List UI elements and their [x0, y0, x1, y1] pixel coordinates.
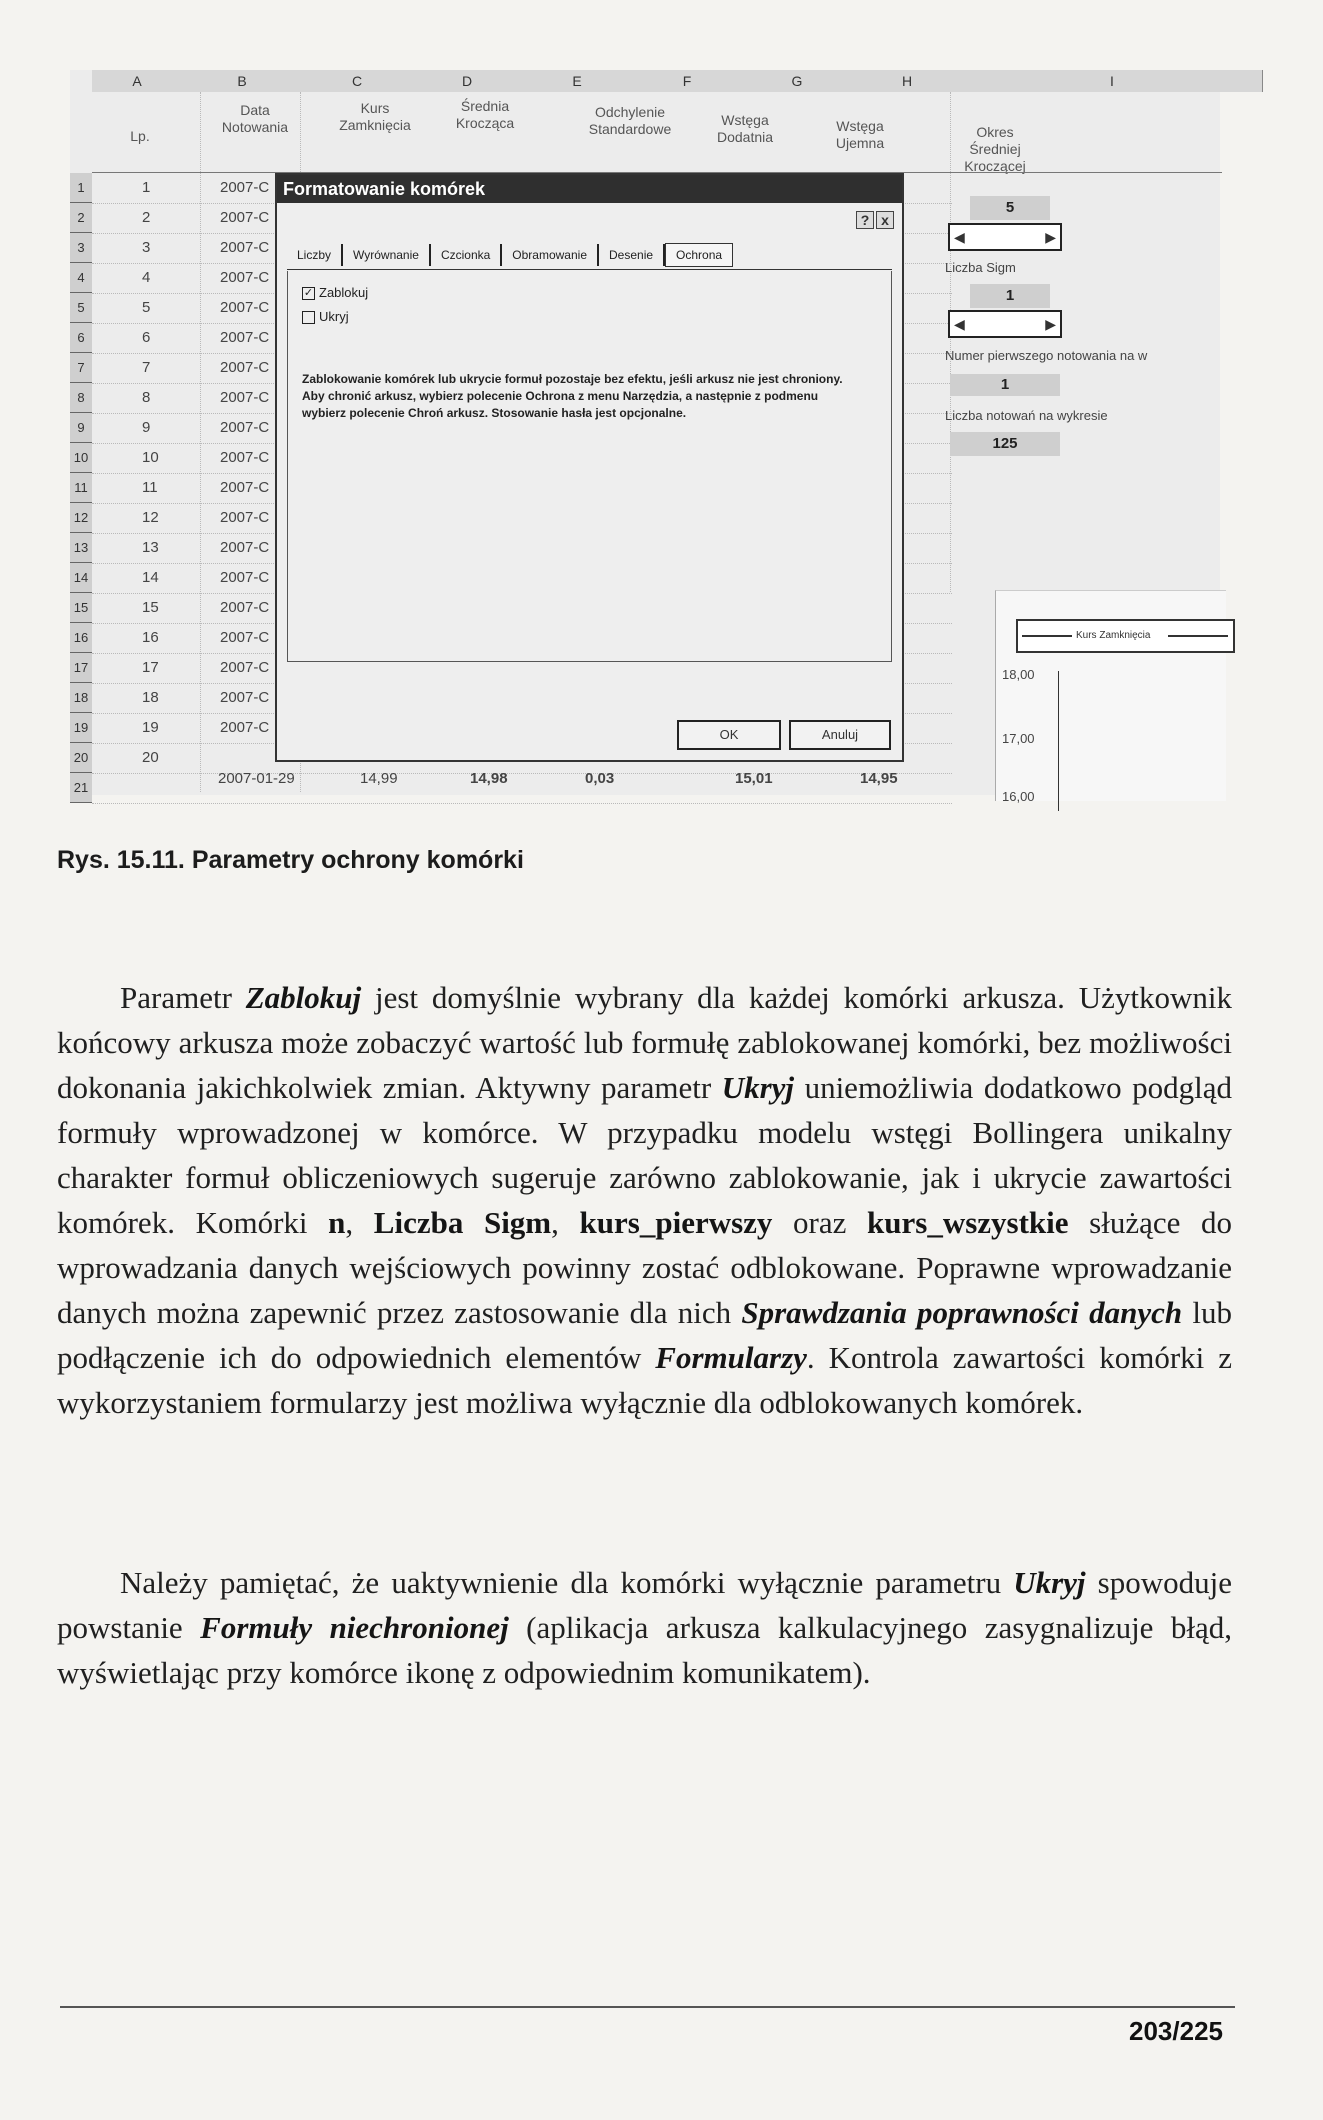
ochrona-panel: [287, 271, 892, 662]
row-header[interactable]: 15: [70, 593, 92, 623]
date-cell[interactable]: 2007-C: [220, 509, 270, 526]
date-cell[interactable]: 2007-C: [220, 479, 270, 496]
paragraph-2: Należy pamiętać, że uaktywnienie dla komórki wyłącznie parametru Ukryj spowoduje powstanie Formuły niechronionej (aplikacja arkusza kalkulacyjnego zasygnalizuje błąd, wyświetlając przy komórce ikonę z odpowiednim komunikatem).: [57, 1565, 1233, 1690]
lp-cell[interactable]: 5: [142, 299, 151, 316]
lp-cell[interactable]: 16: [142, 629, 159, 646]
last-row-kurs[interactable]: 14,99: [360, 770, 398, 787]
dialog-tabs: [287, 243, 892, 270]
checkbox-checked-icon[interactable]: ✓: [303, 287, 314, 300]
column-header-g[interactable]: G: [742, 70, 853, 92]
okres-scrollbar[interactable]: [948, 223, 1062, 251]
legend-line: [1022, 635, 1072, 637]
ukryj-label: Ukryj: [319, 309, 349, 324]
row-header[interactable]: 20: [70, 743, 92, 773]
column-header-a[interactable]: A: [92, 70, 183, 92]
lp-cell[interactable]: 20: [142, 749, 159, 766]
lp-cell[interactable]: 11: [142, 479, 158, 496]
date-cell[interactable]: 2007-C: [220, 269, 270, 286]
tab-ochrona[interactable]: Ochrona: [665, 243, 733, 267]
zablokuj-label: Zablokuj: [319, 285, 369, 300]
row-header[interactable]: 12: [70, 503, 92, 533]
last-row-date[interactable]: 2007-01-29: [218, 770, 295, 787]
date-cell[interactable]: 2007-C: [220, 539, 270, 556]
date-cell[interactable]: 2007-C: [220, 569, 270, 586]
header-srednia: Średnia Krocząca: [455, 98, 515, 131]
liczba-notowan-value[interactable]: 125: [950, 432, 1060, 456]
column-header-h[interactable]: H: [852, 70, 963, 92]
row-header[interactable]: 17: [70, 653, 92, 683]
lp-cell[interactable]: 6: [142, 329, 151, 346]
lp-cell[interactable]: 9: [142, 419, 151, 436]
col-divider: [950, 92, 951, 592]
row-header[interactable]: 8: [70, 383, 92, 413]
zablokuj-checkbox[interactable]: [302, 285, 368, 300]
lp-cell[interactable]: 14: [142, 569, 159, 586]
row-header[interactable]: 5: [70, 293, 92, 323]
close-button[interactable]: x: [876, 211, 894, 229]
liczba-sigm-label: Liczba Sigm: [945, 260, 1016, 275]
last-row-odchylenie[interactable]: 0,03: [585, 770, 615, 787]
header-wstega-dodatnia: Wstęga Dodatnia: [716, 112, 774, 145]
row-header[interactable]: 3: [70, 233, 92, 263]
legend-label: Kurs Zamknięcia: [1076, 630, 1151, 641]
row-header[interactable]: 18: [70, 683, 92, 713]
row-header[interactable]: 19: [70, 713, 92, 743]
term-n: n: [328, 1205, 346, 1240]
row-header[interactable]: 6: [70, 323, 92, 353]
scroll-left-icon[interactable]: ◀: [954, 229, 965, 245]
tab-desenie[interactable]: Desenie: [599, 244, 665, 266]
date-cell[interactable]: 2007-C: [220, 689, 270, 706]
lp-cell[interactable]: 15: [142, 599, 159, 616]
row-gridline: [92, 803, 952, 804]
scroll-left-icon[interactable]: ◀: [954, 316, 965, 332]
tab-obramowanie[interactable]: Obramowanie: [502, 244, 599, 266]
term-kurs-wszystkie: kurs_wszystkie: [867, 1205, 1069, 1240]
date-cell[interactable]: 2007-C: [220, 329, 270, 346]
column-header-e[interactable]: E: [522, 70, 633, 92]
last-row-wstega-ujemna[interactable]: 14,95: [860, 770, 898, 787]
header-odchylenie: Odchylenie Standardowe: [588, 104, 672, 137]
lp-cell[interactable]: 3: [142, 239, 151, 256]
lp-cell[interactable]: 2: [142, 209, 151, 226]
term-formularzy: Formularzy: [655, 1340, 807, 1375]
chart-legend: [1016, 619, 1235, 653]
page-number: 203/225: [1129, 2016, 1223, 2046]
row-header[interactable]: 1: [70, 173, 92, 203]
row-header[interactable]: 7: [70, 353, 92, 383]
numer-pierwszego-label: Numer pierwszego notowania na w: [945, 348, 1148, 363]
dialog-controls: [854, 211, 894, 229]
ok-button[interactable]: OK: [677, 720, 781, 750]
date-cell[interactable]: 2007-C: [220, 629, 270, 646]
tab-wyrownanie[interactable]: Wyrównanie: [343, 244, 431, 266]
row-header[interactable]: 4: [70, 263, 92, 293]
scroll-right-icon[interactable]: ▶: [1045, 229, 1056, 245]
protection-description: Zablokowanie komórek lub ukrycie formuł pozostaje bez efektu, jeśli arkusz nie jest chroniony. Aby chronić arkusz, wybierz polecenie Ochrona z menu Narzędzia, a następnie z podmenu wybierz polecenie Chroń arkusz. Stosowanie hasła jest opcjonalne.: [302, 372, 843, 420]
lp-cell[interactable]: 12: [142, 509, 159, 526]
date-cell[interactable]: 2007-C: [220, 239, 270, 256]
chart-y-tick: 16,00: [1002, 789, 1035, 804]
excel-screenshot: [70, 70, 1220, 804]
header-kurs: Kurs Zamknięcia: [339, 100, 411, 133]
tab-liczby[interactable]: Liczby: [287, 244, 343, 266]
date-cell[interactable]: 2007-C: [220, 719, 270, 736]
term-kurs-pierwszy: kurs_pierwszy: [579, 1205, 773, 1240]
date-cell[interactable]: 2007-C: [220, 359, 270, 376]
format-cells-dialog: [275, 173, 904, 762]
row-header[interactable]: 13: [70, 533, 92, 563]
date-cell[interactable]: 2007-C: [220, 299, 270, 316]
row-header[interactable]: 10: [70, 443, 92, 473]
date-cell[interactable]: 2007-C: [220, 179, 270, 196]
row-header[interactable]: 21: [70, 773, 92, 803]
lp-cell[interactable]: 4: [142, 269, 151, 286]
cancel-button[interactable]: Anuluj: [789, 720, 891, 750]
date-cell[interactable]: 2007-C: [220, 659, 270, 676]
okres-value[interactable]: 5: [970, 196, 1050, 220]
lp-cell[interactable]: 7: [142, 359, 151, 376]
liczba-notowan-label: Liczba notowań na wykresie: [945, 408, 1108, 423]
date-cell[interactable]: 2007-C: [220, 209, 270, 226]
tab-czcionka[interactable]: Czcionka: [431, 244, 502, 266]
lp-cell[interactable]: 1: [142, 179, 151, 196]
checkbox-unchecked-icon[interactable]: [302, 311, 315, 324]
row-header[interactable]: 16: [70, 623, 92, 653]
col-divider: [200, 92, 201, 792]
ukryj-checkbox[interactable]: [302, 309, 349, 324]
lp-cell[interactable]: 18: [142, 689, 159, 706]
lp-cell[interactable]: 13: [142, 539, 159, 556]
date-cell[interactable]: 2007-C: [220, 419, 270, 436]
term-ukryj-2: Ukryj: [1013, 1565, 1086, 1600]
column-header-i[interactable]: I: [962, 70, 1263, 92]
lp-cell[interactable]: 19: [142, 719, 159, 736]
date-cell[interactable]: 2007-C: [220, 599, 270, 616]
row-header[interactable]: 9: [70, 413, 92, 443]
column-header-f[interactable]: F: [632, 70, 743, 92]
date-cell[interactable]: 2007-C: [220, 449, 270, 466]
lp-cell[interactable]: 8: [142, 389, 151, 406]
footer-rule: [60, 2006, 1235, 2008]
paragraph-1: Parametr Zablokuj jest domyślnie wybrany dla każdej komórki arkusza. Użytkownik końcowy arkusza może zobaczyć wartość lub formułę zablokowanej komórki, bez możliwości dokonania jakichkolwiek zmian. Aktywny parametr Ukryj uniemożliwia dodatkowo podgląd formuły wprowadzonej w komórce. W przypadku modelu wstęgi Bollingera unikalny charakter formuł obliczeniowych sugeruje zarówno zablokowanie, jak i ukrycie zawartości komórek. Komórki n, Liczba Sigm, kurs_pierwszy oraz kurs_wszystkie służące do wprowadzania danych wejściowych powinny zostać odblokowane. Poprawne wprowadzanie danych można zapewnić przez zastosowanie dla nich Sprawdzania poprawności danych lub podłączenie ich do odpowiednich elementów Formularzy. Kontrola zawartości komórki z wykorzystaniem formularzy jest możliwa wyłącznie dla odblokowanych komórek.: [57, 980, 1233, 1420]
column-header-d[interactable]: D: [412, 70, 523, 92]
chart-y-axis: [1058, 671, 1059, 811]
column-header-b[interactable]: B: [182, 70, 303, 92]
help-button[interactable]: ?: [856, 211, 874, 229]
column-header-c[interactable]: C: [302, 70, 413, 92]
header-wstega-ujemna: Wstęga Ujemna: [835, 118, 885, 151]
chart-y-tick: 17,00: [1002, 731, 1035, 746]
liczba-sigm-value[interactable]: 1: [970, 284, 1050, 308]
term-sprawdzania: Sprawdzania poprawności danych: [741, 1295, 1183, 1330]
header-okres: Okres Średniej Kroczącej: [964, 124, 1026, 174]
date-cell[interactable]: 2007-C: [220, 389, 270, 406]
numer-pierwszego-value[interactable]: 1: [950, 374, 1060, 396]
legend-line: [1168, 635, 1228, 637]
term-liczba-sigm: Liczba Sigm: [373, 1205, 552, 1240]
row-header[interactable]: 11: [70, 473, 92, 503]
dialog-title: Formatowanie komórek: [277, 175, 902, 203]
lp-cell[interactable]: 17: [142, 659, 159, 676]
row-header[interactable]: 2: [70, 203, 92, 233]
chart-y-tick: 18,00: [1002, 667, 1035, 682]
figure-caption: Rys. 15.11. Parametry ochrony komórki: [57, 846, 524, 874]
term-ukryj: Ukryj: [721, 1070, 795, 1105]
header-data: Data Notowania: [221, 102, 289, 135]
scroll-right-icon[interactable]: ▶: [1045, 316, 1056, 332]
term-formuly-niechronionej: Formuły niechronionej: [200, 1610, 509, 1645]
liczba-sigm-scrollbar[interactable]: [948, 310, 1062, 338]
lp-cell[interactable]: 10: [142, 449, 159, 466]
last-row-wstega-dodatnia[interactable]: 15,01: [735, 770, 773, 787]
last-row-srednia[interactable]: 14,98: [470, 770, 508, 787]
term-zablokuj: Zablokuj: [245, 980, 362, 1015]
header-lp: Lp.: [130, 128, 150, 144]
row-header[interactable]: 14: [70, 563, 92, 593]
chart-area[interactable]: [995, 590, 1226, 804]
